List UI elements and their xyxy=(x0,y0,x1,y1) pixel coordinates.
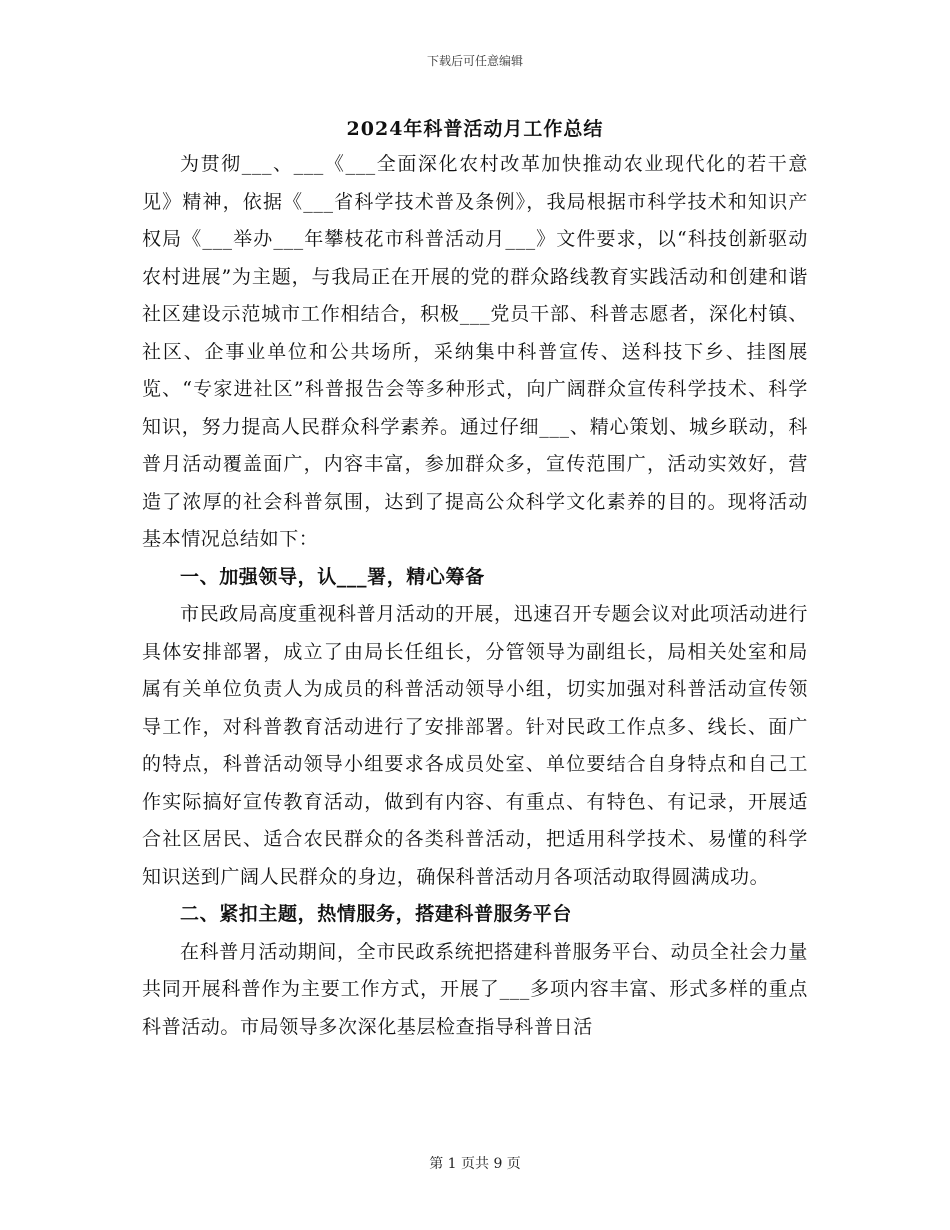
section-1-heading: 一、加强领导，认___署，精心筹备 xyxy=(180,565,485,588)
section-1-paragraph: 市民政局高度重视科普月活动的开展，迅速召开专题会议对此项活动进行具体安排部署，成立了由局长任组长，分管领导为副组长，局相关处室和局属有关单位负责人为成员的科普活动领导小组，切实加强对科普活动宣传领导工作，对科普教育活动进行了安排部署。针对民政工作点多、线长、面广的特点，科普活动领导小组要求各成员处室、单位要结合自身特点和自己工作实际搞好宣传教育活动，做到有内容、有重点、有特色、有记录，开展适合社区居民、适合农民群众的各类科普活动，把适用科学技术、易懂的科学知识送到广阔人民群众的身边，确保科普活动月各项活动取得圆满成功。 xyxy=(142,603,808,888)
document-body xyxy=(142,146,808,1046)
section-2-heading: 二、紧扣主题，热情服务，搭建科普服务平台 xyxy=(180,903,573,925)
page-footer-number: 第 1 页共 9 页 xyxy=(429,1156,521,1172)
section-2-paragraph: 在科普月活动期间，全市民政系统把搭建科普服务平台、动员全社会力量共同开展科普作为主要工作方式，开展了___多项内容丰富、形式多样的重点科普活动。市局领导多次深化基层检查指导科普日活 xyxy=(142,940,808,1038)
page-header-note: 下载后可任意编辑 xyxy=(426,54,523,68)
document-title: 2024年科普活动月工作总结 xyxy=(346,118,604,140)
intro-paragraph: 为贯彻___、___《___全面深化农村改革加快推动农业现代化的若干意见》精神，依据《___省科学技术普及条例》，我局根据市科学技术和知识产权局《___举办___年攀枝花市科普活动月___》文件要求，以“科技创新驱动农村进展”为主题，与我局正在开展的党的群众路线教育实践活动和创建和谐社区建设示范城市工作相结合，积极___党员干部、科普志愿者，深化村镇、社区、企事业单位和公共场所，采纳集中科普宣传、送科技下乡、挂图展览、“专家进社区”科普报告会等多种形式，向广阔群众宣传科学技术、科学知识，努力提高人民群众科学素养。通过仔细___、精心策划、城乡联动，科普月活动覆盖面广，内容丰富，参加群众多，宣传范围广，活动实效好，营造了浓厚的社会科普氛围，达到了提高公众科学文化素养的目的。现将活动基本情况总结如下： xyxy=(142,153,808,550)
